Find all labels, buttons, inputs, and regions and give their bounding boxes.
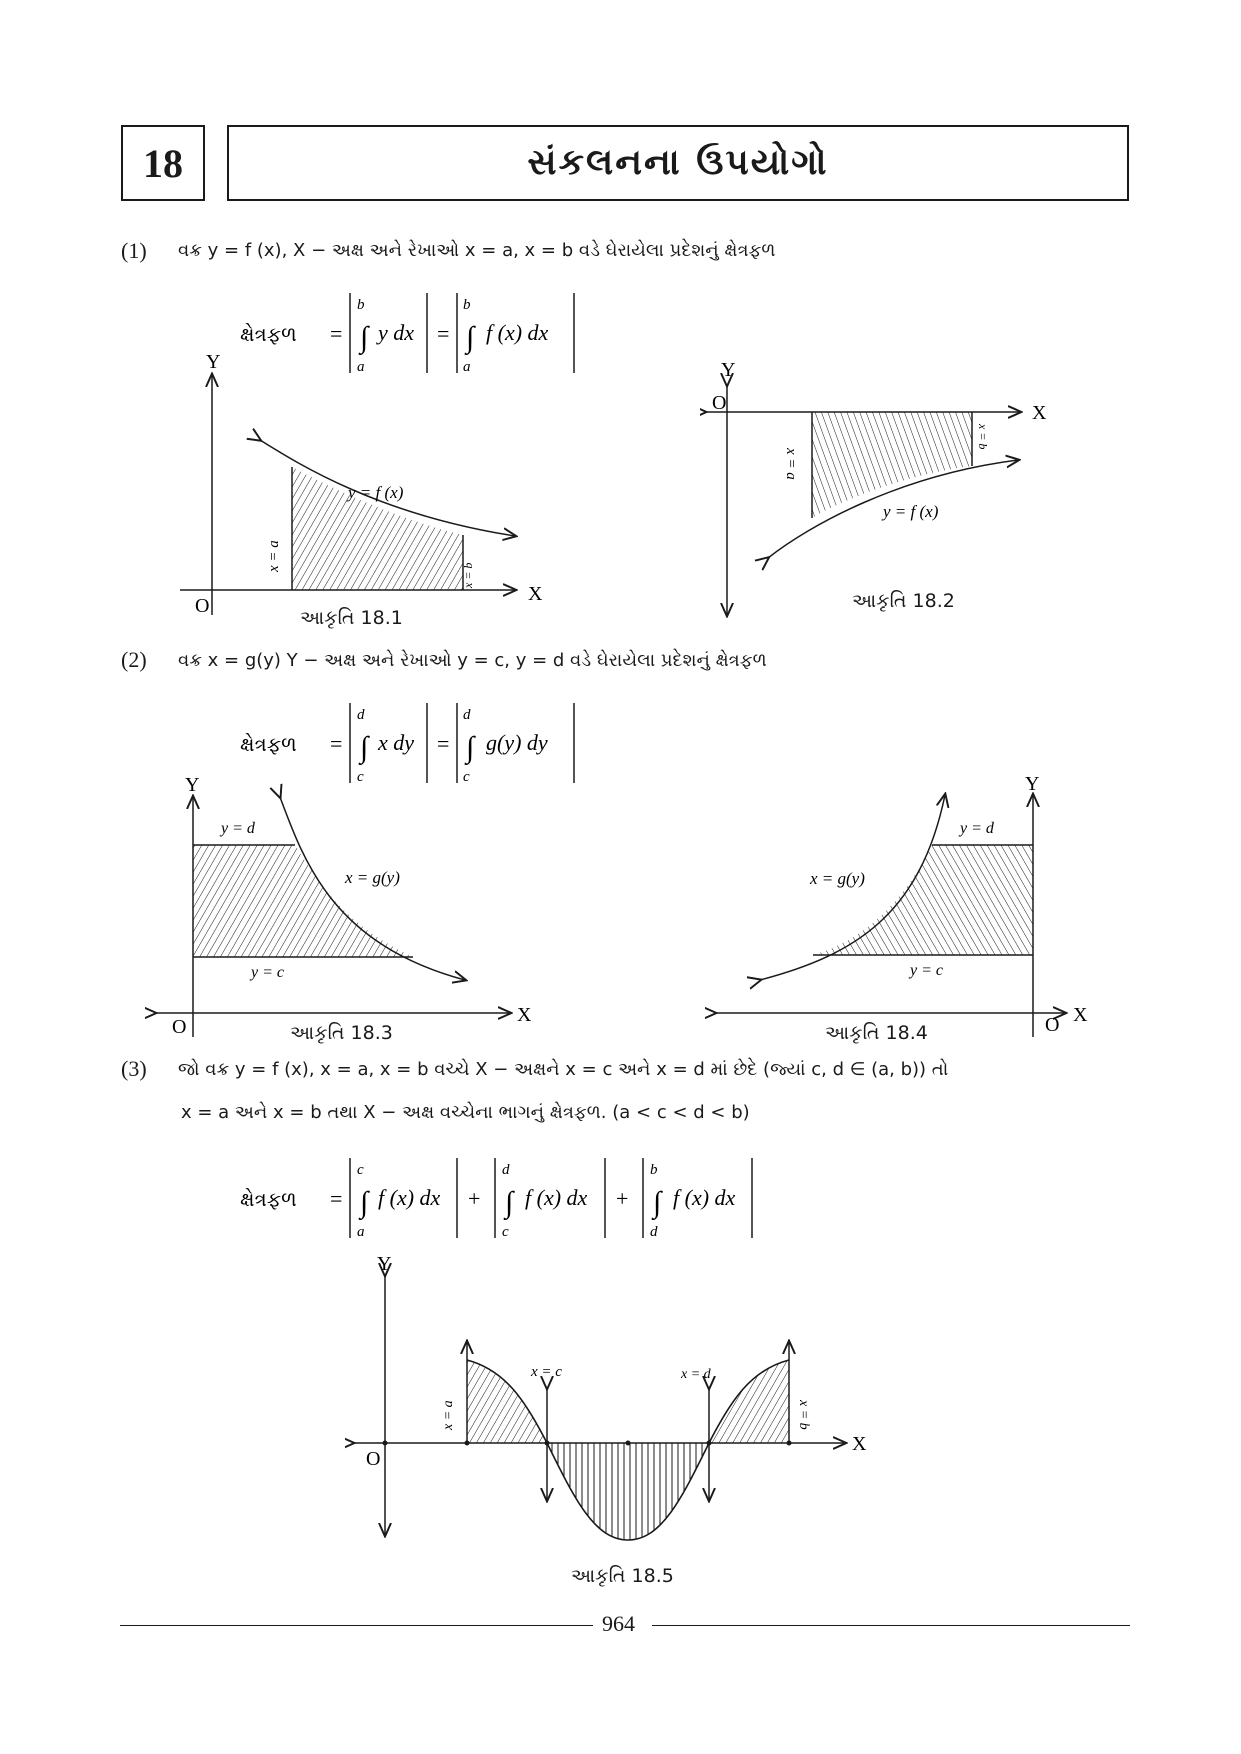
- figure-18-1: [170, 350, 550, 625]
- footer-rule-left: [120, 1625, 593, 1626]
- plus-sign: +: [616, 1186, 629, 1211]
- formula-2-term1: x dy: [378, 730, 415, 755]
- x-c-label: x = c: [531, 1364, 562, 1380]
- formula-2-label: ક્ષેત્રફળ: [240, 732, 297, 756]
- formula-1-eq2: =: [437, 321, 450, 346]
- formula-3-term-2: f (x) dx: [525, 1185, 588, 1210]
- formula-2: [220, 695, 600, 785]
- lower-limit: c: [502, 1224, 509, 1240]
- lower-limit: a: [357, 359, 365, 375]
- curve-label: y = f (x): [348, 483, 404, 502]
- formula-1-label: ક્ષેત્રફળ: [240, 322, 297, 346]
- curve-label: x = g(y): [345, 868, 400, 887]
- x-d-label: x = d: [681, 1367, 711, 1382]
- chapter-number: 18: [121, 125, 205, 201]
- formula-3-label: ક્ષેત્રફળ: [240, 1187, 297, 1211]
- page-number: 964: [602, 1611, 635, 1636]
- caption-18-4: આકૃતિ 18.4: [825, 1022, 928, 1044]
- y-d-label: y = d: [960, 820, 994, 837]
- origin-dot: [383, 1441, 388, 1446]
- curve-label: y = f (x): [883, 502, 939, 521]
- axis-y-label: Y: [206, 351, 221, 373]
- section-1-number: (1): [121, 238, 147, 263]
- shaded-region: [193, 845, 413, 957]
- axis-y-label: Y: [377, 1253, 392, 1275]
- lower-limit: c: [357, 769, 364, 785]
- point-d: [707, 1441, 712, 1446]
- caption-18-2: આકૃતિ 18.2: [852, 590, 955, 612]
- origin-label: O: [366, 1448, 381, 1470]
- section-2-number: (2): [121, 647, 147, 672]
- axis-x-label: X: [1073, 1004, 1088, 1026]
- caption-18-1: આકૃતિ 18.1: [300, 607, 403, 629]
- integral-sign: ∫: [466, 321, 475, 354]
- axis-x-label: X: [517, 1004, 532, 1026]
- upper-limit: b: [463, 297, 471, 313]
- origin-label: O: [1045, 1014, 1060, 1036]
- x-a-label: x = a: [266, 540, 282, 572]
- axis-x-label: X: [1032, 402, 1047, 424]
- integral-sign: ∫: [360, 321, 369, 354]
- caption-18-3: આકૃતિ 18.3: [290, 1022, 393, 1044]
- figure-18-4: [705, 765, 1095, 1040]
- axis-y-label: Y: [1025, 773, 1040, 795]
- formula-2-term2: g(y) dy: [486, 730, 548, 755]
- x-a-label: x = a: [783, 448, 799, 480]
- formula-3-eq: =: [330, 1186, 343, 1211]
- figure-18-3: [145, 775, 545, 1040]
- section-3-number: (3): [121, 1056, 147, 1081]
- point-c: [545, 1441, 550, 1446]
- curve-label: x = g(y): [810, 869, 865, 888]
- shaded-region-d-b: [709, 1360, 789, 1443]
- origin-label: O: [195, 595, 210, 617]
- upper-limit: d: [463, 707, 471, 723]
- lower-limit: a: [463, 359, 471, 375]
- upper-limit: b: [650, 1162, 658, 1178]
- section-3-line2: x = a અને x = b તથા X − અક્ષ વચ્ચેના ભાગનું ક્ષેત્રફળ. (a < c < d < b): [181, 1102, 750, 1123]
- chapter-title: સંકલનના ઉપયોગો: [227, 125, 1129, 201]
- section-3-line1: જો વક્ર y = f (x), x = a, x = b વચ્ચે X − અક્ષને x = c અને x = d માં છેદે (જ્યાં c, d ∈ (a, b)) તો: [178, 1059, 949, 1080]
- integral-sign: ∫: [360, 731, 369, 764]
- axis-y-label: Y: [721, 360, 736, 381]
- upper-limit: d: [502, 1162, 510, 1178]
- section-1-text: વક્ર y = f (x), X − અક્ષ અને રેખાઓ x = a, x = b વડે ઘેરાયેલા પ્રદેશનું ક્ષેત્રફળ: [178, 240, 776, 261]
- x-b-label: x = b: [461, 562, 475, 588]
- origin-label: O: [172, 1016, 187, 1038]
- lower-limit: c: [463, 769, 470, 785]
- footer-rule-right: [652, 1625, 1130, 1626]
- upper-limit: c: [357, 1162, 364, 1178]
- point-mid: [626, 1441, 631, 1446]
- caption-18-5: આકૃતિ 18.5: [571, 1565, 674, 1587]
- figure-18-2: [700, 360, 1070, 625]
- point-b: [787, 1441, 792, 1446]
- formula-3: [220, 1150, 780, 1240]
- lower-limit: a: [357, 1224, 365, 1240]
- integral-sign: ∫: [653, 1186, 662, 1219]
- formula-3-term-3: f (x) dx: [673, 1185, 736, 1210]
- point-a: [465, 1441, 470, 1446]
- formula-2-eq2: =: [437, 731, 450, 756]
- upper-limit: d: [357, 707, 365, 723]
- formula-1-term1: y dx: [378, 320, 415, 345]
- plus-sign: +: [468, 1186, 481, 1211]
- formula-3-term-1: f (x) dx: [378, 1185, 441, 1210]
- y-c-label: y = c: [910, 962, 943, 979]
- section-2-text: વક્ર x = g(y) Y − અક્ષ અને રેખાઓ y = c, y = d વડે ઘેરાયેલા પ્રદેશનું ક્ષેત્રફળ: [178, 650, 767, 671]
- formula-1-eq: =: [330, 321, 343, 346]
- y-d-label: y = d: [221, 820, 255, 837]
- formula-1-term2: f (x) dx: [486, 320, 549, 345]
- x-a-label: x = a: [441, 1400, 456, 1430]
- integral-sign: ∫: [505, 1186, 514, 1219]
- axis-y-label: Y: [185, 775, 200, 796]
- upper-limit: b: [357, 297, 365, 313]
- integral-sign: ∫: [466, 731, 475, 764]
- y-c-label: y = c: [251, 964, 284, 981]
- lower-limit: d: [650, 1224, 658, 1240]
- axis-x-label: X: [852, 1433, 867, 1455]
- axis-x-label: X: [528, 583, 543, 605]
- formula-2-eq: =: [330, 731, 343, 756]
- origin-label: O: [712, 392, 727, 414]
- figure-18-5: [345, 1250, 885, 1550]
- integral-sign: ∫: [360, 1186, 369, 1219]
- x-b-label: x = b: [796, 1400, 811, 1430]
- x-b-label: x = b: [976, 424, 990, 450]
